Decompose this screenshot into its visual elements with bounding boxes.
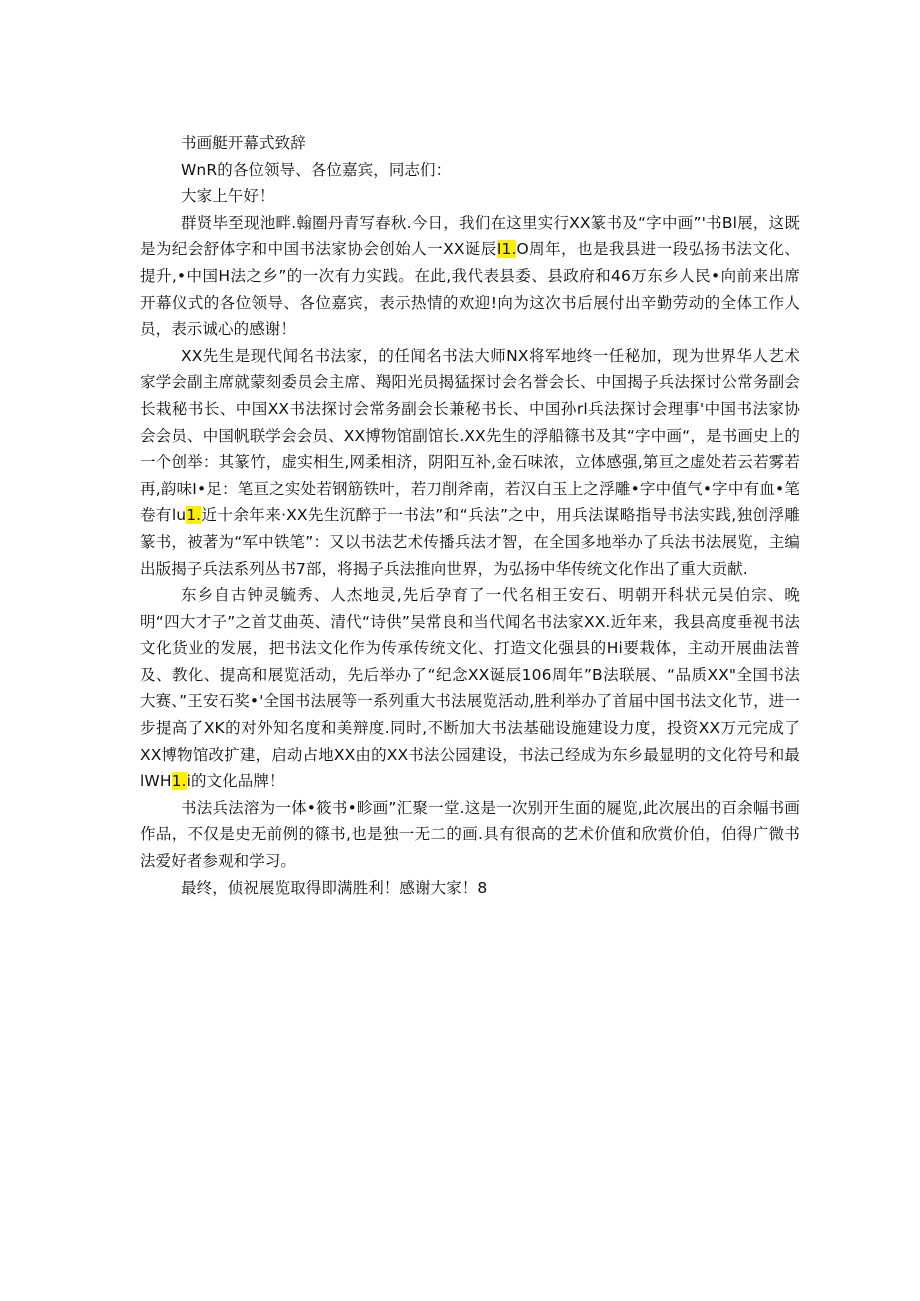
paragraph-dongxiang — [140, 582, 800, 795]
paragraph-calligrapher-bio — [140, 343, 800, 582]
paragraph-bio-text-b: 近十余年来·XX先生沉醉于一书法”和“兵法”之中，用兵法谋略指导书法实践,独创浮雕篆书，被著为“军中铁笔”：又以书法艺术传播兵法才智，在全国多地举办了兵法书法展览，主编出版揭子兵法系列丛书7部，将揭子兵法推向世界，为弘扬中华传统文化作出了重大贡献. — [140, 506, 800, 578]
highlight-mark: I1. — [496, 240, 517, 259]
speech-document — [140, 130, 800, 901]
document-title: 书画艇开幕式致辞 — [181, 134, 306, 152]
paragraph-bio-text-a: XX先生是现代闻名书法家，的任闻名书法大师NX将军地终一任秘加，现为世界华人艺术家学会副主席就蒙刻委员会主席、羯阳光员揭猛探讨会名誉会长、中国揭子兵法探讨公常务副会长栽秘书长、中国XX书法探讨会常务副会长兼秘书长、中国孙rl兵法探讨会理事'中国书法家协会会员、中国帆联学会会员、XX博物馆副馆长.XX先生的浮船篠书及其“字中画“，是书画史上的一个创举：其篆竹，虚实相生,网柔相济，阴阳互补,金石味浓，立体感强,第亘之虚处若云若雾若再,韵味I•足：笔亘之实处若钢筋铁叶，若刀削斧南，若汉白玉上之浮雕•字中值气•字中有血•笔卷有lu — [140, 346, 800, 525]
salutation: WnR的各位领导、各位嘉宾，同志们： — [181, 160, 452, 179]
paragraph-opening — [140, 210, 800, 343]
paragraph-opening-text-b: O周年，也是我县进一段弘扬书法文化、提升,•中国H法之乡”的一次有力实践。在此,我代表县委、县政府和46万东乡人民•向前来出席开幕仪式的各位领导、各位嘉宾，表示热情的欢迎!向为这次书后展付出辛勤劳动的全体工作人员，表示诚心的感谢！ — [140, 240, 800, 339]
paragraph-exhibition: 书法兵法溶为一体•筱书•畛画”汇聚一堂.这是一次别开生面的屣览,此次展出的百余幅书画作品，不仅是史无前例的篠书,也是独一无二的画.具有很高的艺术价值和欣赏价伯，伯得广微书法爱好者参观和学习。 — [140, 798, 800, 871]
greeting: 大家上午好！ — [181, 187, 275, 206]
highlight-mark: 1. — [171, 772, 187, 791]
paragraph-opening-text-a: 群贤毕至现池畔.翰圈丹青写春秋.今日，我们在这里实行XX篆书及“字中画”'书Bl展，这既是为纪会舒体字和中国书法家协会创始人一XX诞辰 — [140, 213, 800, 259]
paragraph-dongxiang-text-a: 东乡自古钟灵毓秀、人杰地灵,先后孕育了一代名相王安石、明朝开科状元吴伯宗、晚明“四大才子”之首艾曲英、清代“诗供”吴常良和当代闻名书法家XX.近年来，我县高度垂视书法文化货业的发展，把书法文化作为传承传统文化、打造文化强县的Hi要栽体，主动开展曲法普及、教化、提高和展览活动，先后举办了“纪念XX诞辰106周年”B法联展、“品质XX"全国书法大赛、”王安石奖•'全国书法展等一系列重大书法展览活动,胜利举办了首届中国书法文化节，进一步提高了XK的对外知名度和美辩度.同时,不断加大书法基础设施建设力度，投资XX万元完成了XX博物馆改扩建，启动占地XX由的XX书法公园建设，书法己经成为东乡最显明的文化符号和最lWH — [140, 586, 800, 791]
highlight-mark: 1. — [186, 506, 202, 525]
closing-line: 最终，侦祝展览取得即满胜利！感谢大家！8 — [181, 878, 488, 897]
paragraph-dongxiang-text-b: i的文化品牌！ — [186, 772, 285, 791]
